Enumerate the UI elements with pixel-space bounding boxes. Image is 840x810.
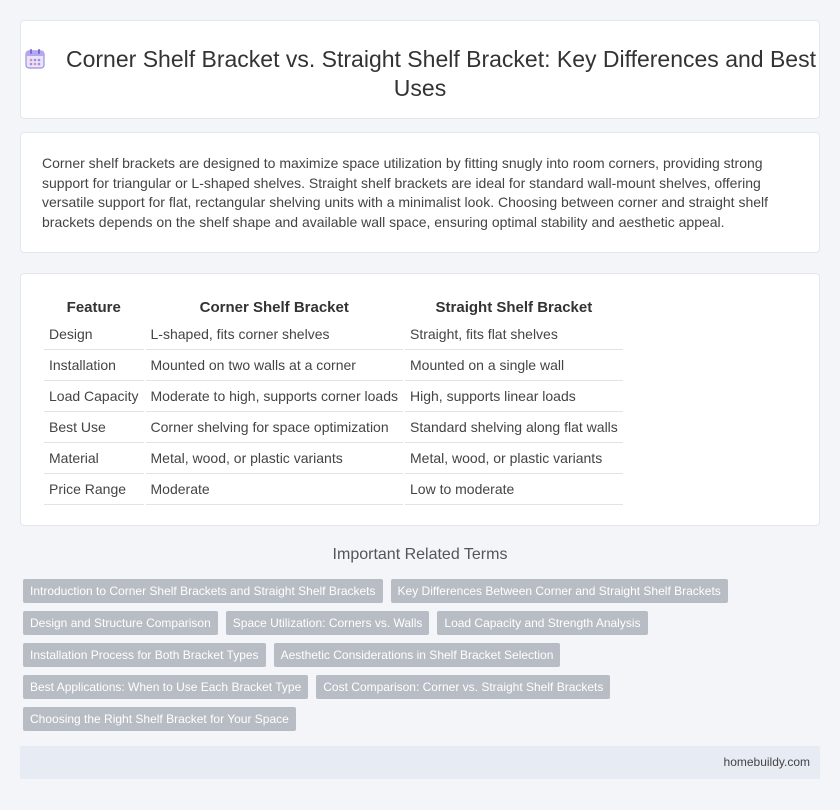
header-straight: Straight Shelf Bracket	[435, 298, 593, 316]
related-term-tag[interactable]: Aesthetic Considerations in Shelf Bracket Selection	[274, 643, 561, 667]
header-feature: Feature	[66, 298, 121, 316]
comparison-card	[20, 273, 820, 526]
feature-cell: Material	[44, 443, 144, 474]
straight-cell: Mounted on a single wall	[405, 350, 623, 381]
intro-paragraph: Corner shelf brackets are designed to maximize space utilization by fitting snugly into room corners, providing strong support for triangular or L-shaped shelves. Straight shelf brackets are ideal for standard wall-mount shelves, offering versatile support for flat, rectangular shelving units with a minimalist look. Choosing between corner and straight shelf brackets depends on the shelf shape and available wall space, ensuring optimal stability and aesthetic appeal.	[42, 155, 769, 230]
feature-cell: Load Capacity	[44, 381, 144, 412]
corner-cell: Corner shelving for space optimization	[146, 412, 403, 443]
related-term-tag[interactable]: Space Utilization: Corners vs. Walls	[226, 611, 430, 635]
header-card	[20, 20, 820, 119]
table-row	[44, 474, 623, 505]
table-header-row	[44, 295, 623, 319]
feature-cell: Price Range	[44, 474, 144, 505]
calendar-icon	[24, 48, 46, 70]
feature-cell: Installation	[44, 350, 144, 381]
corner-cell: Mounted on two walls at a corner	[146, 350, 403, 381]
footer-site-link[interactable]: homebuildy.com	[723, 755, 810, 769]
tag-row	[23, 675, 803, 699]
corner-cell: L-shaped, fits corner shelves	[146, 319, 403, 350]
table-row	[44, 381, 623, 412]
footer-bar	[20, 746, 820, 779]
straight-cell: Low to moderate	[405, 474, 623, 505]
straight-cell: Metal, wood, or plastic variants	[405, 443, 623, 474]
corner-cell: Metal, wood, or plastic variants	[146, 443, 403, 474]
straight-cell: High, supports linear loads	[405, 381, 623, 412]
tag-row	[23, 643, 803, 667]
tag-row	[23, 707, 803, 731]
related-term-tag[interactable]: Cost Comparison: Corner vs. Straight Shelf Brackets	[316, 675, 610, 699]
related-term-tag[interactable]: Load Capacity and Strength Analysis	[437, 611, 647, 635]
tag-row	[23, 579, 803, 603]
intro-card	[20, 132, 820, 253]
feature-cell: Design	[44, 319, 144, 350]
related-term-tag[interactable]: Installation Process for Both Bracket Types	[23, 643, 266, 667]
related-term-tag[interactable]: Design and Structure Comparison	[23, 611, 218, 635]
page-title-wrap	[21, 45, 819, 103]
table-row	[44, 412, 623, 443]
related-term-tag[interactable]: Introduction to Corner Shelf Brackets and Straight Shelf Brackets	[23, 579, 383, 603]
comparison-table	[42, 295, 625, 505]
related-terms-heading: Important Related Terms	[332, 546, 508, 563]
header-corner: Corner Shelf Bracket	[199, 298, 349, 316]
feature-cell: Best Use	[44, 412, 144, 443]
page-title: Corner Shelf Bracket vs. Straight Shelf Bracket: Key Differences and Best Uses	[66, 46, 816, 101]
table-row	[44, 443, 623, 474]
corner-cell: Moderate	[146, 474, 403, 505]
table-row	[44, 319, 623, 350]
related-terms-list	[23, 579, 803, 739]
related-term-tag[interactable]: Best Applications: When to Use Each Bracket Type	[23, 675, 308, 699]
related-term-tag[interactable]: Choosing the Right Shelf Bracket for Your Space	[23, 707, 296, 731]
corner-cell: Moderate to high, supports corner loads	[146, 381, 403, 412]
straight-cell: Straight, fits flat shelves	[405, 319, 623, 350]
related-term-tag[interactable]: Key Differences Between Corner and Straight Shelf Brackets	[391, 579, 728, 603]
table-row	[44, 350, 623, 381]
tag-row	[23, 611, 803, 635]
straight-cell: Standard shelving along flat walls	[405, 412, 623, 443]
